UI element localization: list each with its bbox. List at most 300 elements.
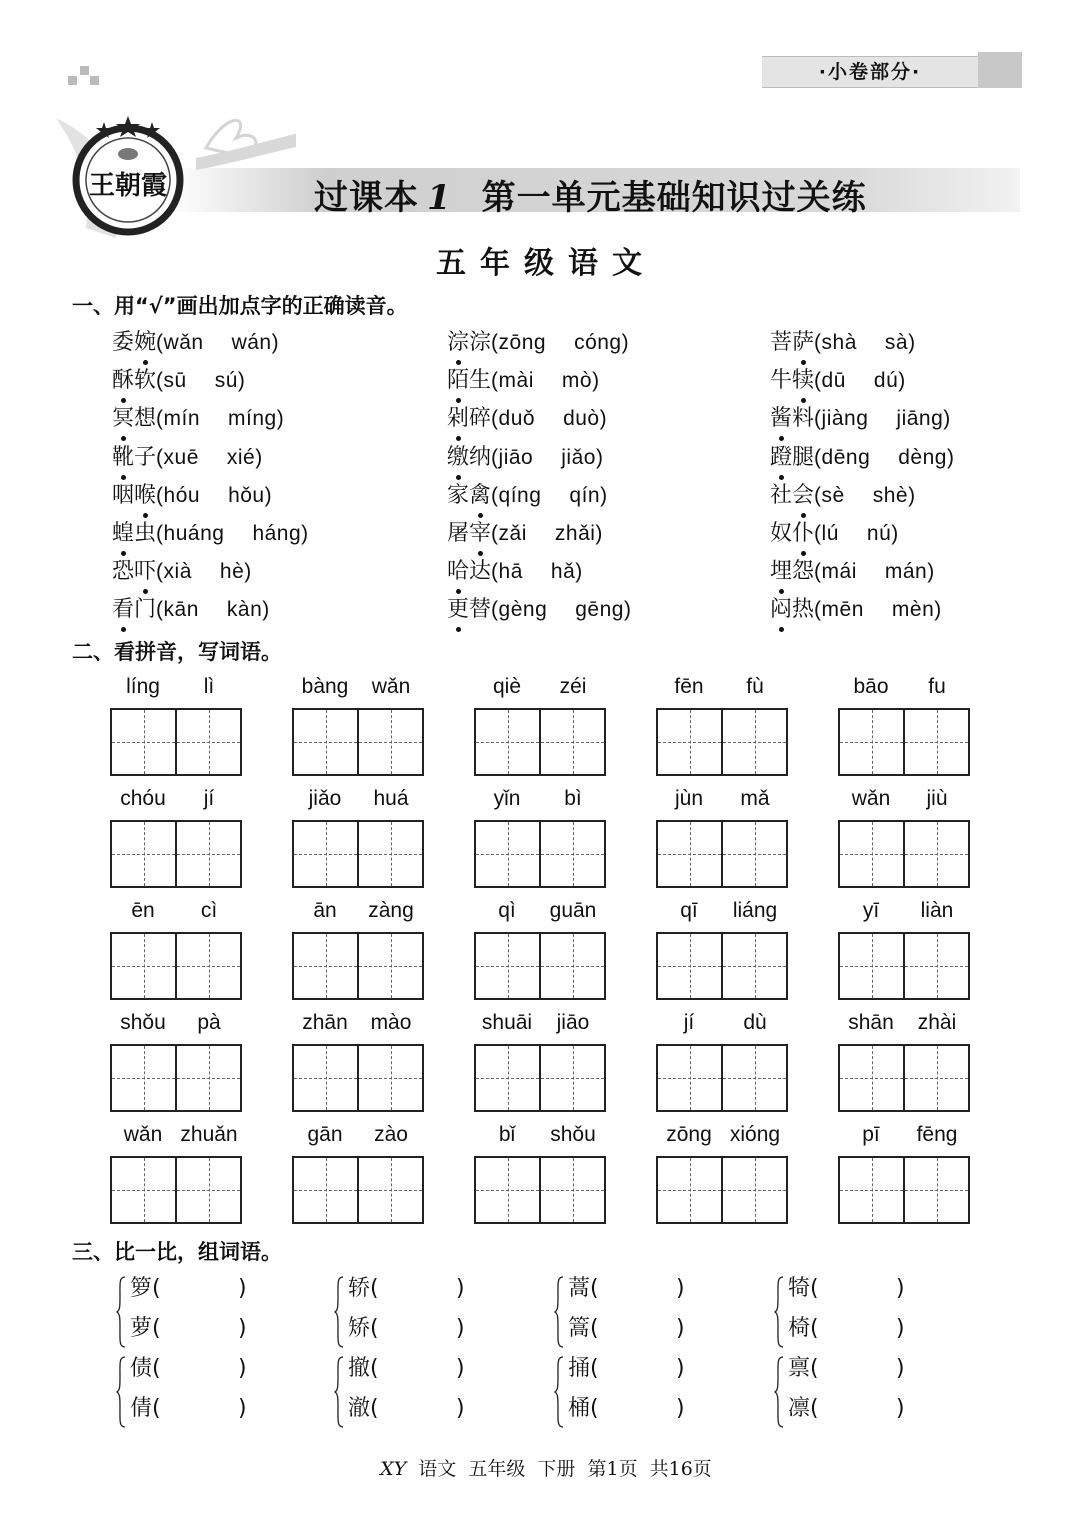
word-grid-item bbox=[110, 786, 242, 906]
pronunciation-item bbox=[112, 326, 279, 360]
paren-open: ( bbox=[814, 445, 822, 469]
paren-open: ( bbox=[491, 445, 499, 469]
pinyin-syllable: gān bbox=[307, 1123, 343, 1146]
pinyin-option[interactable]: jiàng bbox=[821, 407, 869, 431]
pronunciation-item bbox=[112, 555, 252, 589]
pinyin-label bbox=[838, 674, 970, 700]
writing-box[interactable] bbox=[110, 820, 242, 888]
writing-cell[interactable] bbox=[294, 822, 357, 886]
answer-blank[interactable]: ( bbox=[810, 1396, 819, 1421]
brace-icon bbox=[554, 1276, 564, 1348]
pinyin-syllable: wǎn bbox=[371, 675, 411, 698]
pinyin-syllable: dù bbox=[743, 1011, 767, 1034]
answer-blank[interactable]: ( bbox=[810, 1276, 819, 1301]
writing-cell[interactable] bbox=[112, 934, 175, 998]
writing-box[interactable] bbox=[110, 1044, 242, 1112]
word-char: 门 bbox=[134, 597, 157, 623]
brace-icon bbox=[334, 1356, 344, 1428]
pinyin-syllable: jiǎo bbox=[308, 787, 342, 810]
pronunciation-item bbox=[770, 593, 942, 627]
compare-char: 债 bbox=[130, 1356, 153, 1381]
word-grid-item bbox=[656, 1122, 788, 1242]
pinyin-label bbox=[110, 786, 242, 812]
word-grid-item bbox=[474, 786, 606, 906]
pinyin-label bbox=[474, 1122, 606, 1148]
compare-group bbox=[554, 1352, 764, 1436]
pinyin-option[interactable]: hóu bbox=[163, 483, 201, 507]
word-char: 替 bbox=[469, 597, 492, 623]
writing-cell[interactable] bbox=[294, 934, 357, 998]
writing-box[interactable] bbox=[838, 708, 970, 776]
writing-cell[interactable] bbox=[903, 1046, 968, 1110]
word-char: 喉 bbox=[134, 479, 156, 513]
pinyin-syllable: bì bbox=[564, 787, 582, 810]
writing-cell[interactable] bbox=[539, 1158, 604, 1222]
pinyin-label bbox=[474, 1010, 606, 1036]
writing-cell[interactable] bbox=[840, 934, 903, 998]
writing-cell[interactable] bbox=[357, 710, 422, 774]
pinyin-syllable: mǎ bbox=[740, 787, 770, 810]
word-char: 碎 bbox=[469, 406, 492, 432]
pinyin-syllable: shuāi bbox=[481, 1011, 533, 1034]
writing-cell[interactable] bbox=[658, 822, 721, 886]
paren-close: ) bbox=[896, 1396, 905, 1421]
pinyin-label bbox=[838, 1010, 970, 1036]
writing-cell[interactable] bbox=[903, 710, 968, 774]
pronunciation-item bbox=[112, 364, 245, 398]
writing-cell[interactable] bbox=[175, 1158, 240, 1222]
writing-box[interactable] bbox=[656, 1156, 788, 1224]
writing-box[interactable] bbox=[474, 1044, 606, 1112]
compare-char: 倩 bbox=[130, 1396, 153, 1421]
paren-close: ) bbox=[898, 369, 906, 393]
writing-cell[interactable] bbox=[294, 710, 357, 774]
page-footer bbox=[0, 1454, 1092, 1481]
word-char: 家 bbox=[447, 482, 470, 508]
paren-close: ) bbox=[262, 598, 270, 622]
word-grid-item bbox=[292, 674, 424, 794]
pinyin-label bbox=[292, 1010, 424, 1036]
paren-open: ( bbox=[156, 407, 164, 431]
paren-open: ( bbox=[156, 445, 164, 469]
answer-blank[interactable]: ( bbox=[810, 1316, 819, 1341]
writing-box[interactable] bbox=[838, 1156, 970, 1224]
word-char: 淙 bbox=[447, 326, 469, 360]
paren-open: ( bbox=[156, 331, 164, 354]
paren-close: ) bbox=[896, 1276, 905, 1301]
compare-char: 犄 bbox=[788, 1276, 811, 1301]
pinyin-syllable: pī bbox=[862, 1123, 880, 1146]
word-grid-item bbox=[838, 786, 970, 906]
paren-close: ) bbox=[592, 369, 600, 393]
word-grid-item bbox=[292, 786, 424, 906]
paren-close: ) bbox=[238, 1276, 247, 1301]
writing-box[interactable] bbox=[838, 932, 970, 1000]
writing-box[interactable] bbox=[656, 1044, 788, 1112]
answer-blank[interactable]: ( bbox=[590, 1276, 599, 1301]
paren-close: ) bbox=[237, 369, 246, 393]
writing-box[interactable] bbox=[110, 708, 242, 776]
writing-box[interactable] bbox=[474, 820, 606, 888]
pinyin-option[interactable]: jiǎo bbox=[561, 445, 596, 469]
pronunciation-item bbox=[112, 593, 270, 627]
writing-cell[interactable] bbox=[539, 934, 604, 998]
writing-cell[interactable] bbox=[721, 1158, 786, 1222]
pinyin-label bbox=[838, 786, 970, 812]
word-grid-item bbox=[656, 786, 788, 906]
word-char: 仆 bbox=[792, 517, 814, 551]
writing-cell[interactable] bbox=[840, 1046, 903, 1110]
pinyin-label bbox=[292, 786, 424, 812]
writing-cell[interactable] bbox=[175, 1046, 240, 1110]
writing-cell[interactable] bbox=[476, 934, 539, 998]
word-char: 靴 bbox=[112, 441, 134, 475]
writing-cell[interactable] bbox=[476, 822, 539, 886]
writing-box[interactable] bbox=[110, 932, 242, 1000]
paren-close: ) bbox=[934, 598, 942, 622]
pinyin-label bbox=[838, 898, 970, 924]
pinyin-option[interactable]: dú bbox=[873, 369, 899, 393]
writing-box[interactable] bbox=[656, 708, 788, 776]
word-char: 牛 bbox=[770, 368, 793, 394]
writing-cell[interactable] bbox=[476, 1046, 539, 1110]
writing-cell[interactable] bbox=[539, 710, 604, 774]
pinyin-option[interactable]: qíng bbox=[498, 483, 542, 507]
writing-box[interactable] bbox=[656, 932, 788, 1000]
writing-cell[interactable] bbox=[539, 1046, 604, 1110]
paren-close: ) bbox=[238, 1396, 247, 1421]
paren-close: ) bbox=[238, 1356, 247, 1381]
pinyin-syllable: jí bbox=[683, 1011, 695, 1034]
writing-cell[interactable] bbox=[357, 822, 422, 886]
paren-close: ) bbox=[896, 1356, 905, 1381]
paren-open: ( bbox=[814, 483, 822, 507]
paren-close: ) bbox=[676, 1316, 685, 1341]
writing-cell[interactable] bbox=[294, 1158, 357, 1222]
pronunciation-item bbox=[770, 517, 899, 551]
pinyin-syllable: fù bbox=[746, 675, 764, 698]
word-char: 蹬 bbox=[770, 441, 792, 475]
pinyin-option[interactable]: mài bbox=[498, 369, 534, 393]
pinyin-option[interactable]: zhǎi bbox=[554, 522, 596, 545]
word-grid-item bbox=[656, 674, 788, 794]
writing-box[interactable] bbox=[292, 708, 424, 776]
writing-cell[interactable] bbox=[658, 934, 721, 998]
compare-char: 篙 bbox=[568, 1316, 591, 1341]
writing-box[interactable] bbox=[838, 820, 970, 888]
writing-cell[interactable] bbox=[175, 822, 240, 886]
word-char: 酱 bbox=[770, 402, 792, 436]
pinyin-syllable: zhuǎn bbox=[180, 1123, 238, 1146]
pronunciation-item bbox=[112, 402, 284, 436]
writing-cell[interactable] bbox=[476, 710, 539, 774]
answer-blank[interactable]: ( bbox=[152, 1316, 161, 1341]
writing-box[interactable] bbox=[474, 1156, 606, 1224]
pinyin-option[interactable]: hā bbox=[498, 560, 523, 584]
answer-blank[interactable]: ( bbox=[370, 1276, 379, 1301]
writing-cell[interactable] bbox=[357, 1158, 422, 1222]
writing-cell[interactable] bbox=[294, 1046, 357, 1110]
paren-close: ) bbox=[621, 331, 630, 354]
writing-cell[interactable] bbox=[539, 822, 604, 886]
paren-open: ( bbox=[491, 483, 499, 507]
pronunciation-item bbox=[770, 479, 916, 513]
answer-blank[interactable]: ( bbox=[590, 1356, 599, 1381]
paren-open: ( bbox=[814, 598, 822, 622]
pinyin-syllable: fu bbox=[928, 675, 946, 698]
pinyin-option[interactable]: dèng bbox=[898, 445, 947, 469]
pinyin-option[interactable]: dēng bbox=[821, 445, 871, 469]
paren-close: ) bbox=[456, 1316, 465, 1341]
writing-cell[interactable] bbox=[903, 1158, 968, 1222]
writing-cell[interactable] bbox=[903, 822, 968, 886]
pinyin-label bbox=[656, 898, 788, 924]
pinyin-option[interactable]: sà bbox=[884, 331, 909, 354]
writing-cell[interactable] bbox=[840, 710, 903, 774]
word-grid-item bbox=[474, 1010, 606, 1130]
pinyin-option[interactable]: míng bbox=[228, 407, 277, 431]
pinyin-syllable: líng bbox=[126, 675, 160, 698]
pinyin-option[interactable]: nú bbox=[866, 522, 892, 545]
paren-close: ) bbox=[238, 1316, 247, 1341]
footer-total: 共16页 bbox=[649, 1458, 712, 1480]
compare-row bbox=[788, 1392, 905, 1426]
pinyin-option[interactable]: gēng bbox=[575, 598, 624, 622]
word-char: 禽 bbox=[469, 479, 491, 513]
pinyin-label bbox=[110, 1122, 242, 1148]
pinyin-option[interactable]: dū bbox=[821, 369, 846, 393]
answer-blank[interactable]: ( bbox=[590, 1396, 599, 1421]
brace-icon bbox=[774, 1356, 784, 1428]
answer-blank[interactable]: ( bbox=[152, 1396, 161, 1421]
writing-cell[interactable] bbox=[840, 1158, 903, 1222]
logo-text: 王朝霞 bbox=[88, 171, 168, 201]
pinyin-label bbox=[474, 674, 606, 700]
compare-char: 轿 bbox=[348, 1276, 371, 1301]
writing-cell[interactable] bbox=[721, 934, 786, 998]
pinyin-option[interactable]: shè bbox=[872, 483, 909, 507]
writing-box[interactable] bbox=[474, 932, 606, 1000]
compare-row bbox=[568, 1312, 685, 1346]
pronunciation-item bbox=[770, 402, 951, 436]
pinyin-syllable: qì bbox=[498, 899, 516, 922]
pinyin-syllable: jiāo bbox=[556, 1011, 590, 1034]
paren-close: ) bbox=[908, 331, 916, 354]
pinyin-option[interactable]: lú bbox=[821, 522, 839, 545]
pinyin-option[interactable]: xià bbox=[163, 560, 192, 584]
pinyin-option[interactable]: hǒu bbox=[228, 483, 265, 507]
writing-cell[interactable] bbox=[658, 1046, 721, 1110]
pinyin-syllable: huá bbox=[373, 787, 409, 810]
pinyin-label bbox=[110, 674, 242, 700]
writing-box[interactable] bbox=[110, 1156, 242, 1224]
answer-blank[interactable]: ( bbox=[590, 1316, 599, 1341]
pinyin-label bbox=[110, 1010, 242, 1036]
pinyin-option[interactable]: jiāng bbox=[896, 407, 944, 431]
compare-row bbox=[130, 1392, 247, 1426]
pinyin-label bbox=[474, 786, 606, 812]
pronunciation-item bbox=[447, 593, 631, 627]
writing-cell[interactable] bbox=[658, 710, 721, 774]
writing-cell[interactable] bbox=[175, 710, 240, 774]
word-grid-item bbox=[292, 1010, 424, 1130]
answer-blank[interactable]: ( bbox=[152, 1276, 161, 1301]
footer-page: 第1页 bbox=[587, 1458, 638, 1480]
pinyin-syllable: mào bbox=[370, 1011, 412, 1034]
writing-cell[interactable] bbox=[357, 934, 422, 998]
pinyin-option[interactable]: mèn bbox=[891, 598, 935, 622]
pinyin-label bbox=[292, 898, 424, 924]
pinyin-option[interactable]: sè bbox=[821, 483, 845, 507]
pronunciation-item bbox=[112, 517, 309, 551]
word-grid-item bbox=[656, 898, 788, 1018]
compare-row bbox=[348, 1312, 465, 1346]
pinyin-syllable: jí bbox=[203, 787, 215, 810]
pinyin-option[interactable]: zōng bbox=[498, 331, 547, 354]
paren-open: ( bbox=[814, 369, 822, 393]
pinyin-option[interactable]: kān bbox=[163, 598, 199, 622]
answer-blank[interactable]: ( bbox=[810, 1356, 819, 1381]
writing-cell[interactable] bbox=[721, 822, 786, 886]
compare-char: 凛 bbox=[788, 1396, 811, 1421]
pinyin-label bbox=[656, 674, 788, 700]
compare-section bbox=[0, 0, 1092, 1]
paren-open: ( bbox=[814, 522, 822, 545]
paren-close: ) bbox=[623, 598, 632, 622]
pinyin-syllable: lì bbox=[203, 675, 215, 698]
pinyin-option[interactable]: xié bbox=[226, 445, 256, 469]
paren-open: ( bbox=[491, 598, 499, 622]
answer-blank[interactable]: ( bbox=[370, 1396, 379, 1421]
title-text: 第一单元基础知识过关练 bbox=[481, 178, 867, 218]
pinyin-label bbox=[656, 786, 788, 812]
pinyin-option[interactable]: háng bbox=[252, 522, 302, 545]
writing-cell[interactable] bbox=[175, 934, 240, 998]
pinyin-syllable: bǐ bbox=[498, 1123, 516, 1146]
answer-blank[interactable]: ( bbox=[370, 1356, 379, 1381]
writing-cell[interactable] bbox=[840, 822, 903, 886]
compare-row bbox=[130, 1272, 247, 1306]
pinyin-label bbox=[474, 898, 606, 924]
writing-cell[interactable] bbox=[112, 822, 175, 886]
pinyin-option[interactable]: jiāo bbox=[498, 445, 534, 469]
pinyin-option[interactable]: cóng bbox=[574, 331, 622, 354]
writing-box[interactable] bbox=[838, 1044, 970, 1112]
writing-cell[interactable] bbox=[721, 710, 786, 774]
title-number: 1 bbox=[427, 178, 452, 218]
pinyin-syllable: wǎn bbox=[123, 1123, 163, 1146]
paren-close: ) bbox=[896, 1316, 905, 1341]
writing-box[interactable] bbox=[292, 1044, 424, 1112]
paren-close: ) bbox=[676, 1276, 685, 1301]
word-grid-item bbox=[838, 1010, 970, 1130]
pronunciation-item bbox=[447, 517, 603, 551]
word-char: 热 bbox=[792, 597, 815, 623]
word-char: 虫 bbox=[134, 521, 157, 546]
paren-open: ( bbox=[156, 560, 164, 584]
writing-cell[interactable] bbox=[476, 1158, 539, 1222]
pinyin-label bbox=[656, 1122, 788, 1148]
word-char: 子 bbox=[134, 444, 157, 470]
writing-cell[interactable] bbox=[903, 934, 968, 998]
paren-close: ) bbox=[943, 407, 951, 431]
pinyin-label bbox=[292, 1122, 424, 1148]
compare-char: 矫 bbox=[348, 1316, 371, 1341]
word-char: 屠 bbox=[447, 521, 470, 546]
pinyin-syllable: shǒu bbox=[120, 1011, 166, 1034]
compare-row bbox=[568, 1272, 685, 1306]
paren-open: ( bbox=[491, 369, 499, 393]
compare-row bbox=[130, 1352, 247, 1386]
pinyin-option[interactable]: zǎi bbox=[498, 522, 527, 545]
pinyin-option[interactable]: duǒ bbox=[498, 407, 536, 431]
word-grid-item bbox=[292, 1122, 424, 1242]
writing-cell[interactable] bbox=[112, 710, 175, 774]
pinyin-option[interactable]: mín bbox=[163, 407, 201, 431]
writing-cell[interactable] bbox=[658, 1158, 721, 1222]
word-char: 委 bbox=[112, 330, 135, 355]
pinyin-option[interactable]: huáng bbox=[163, 522, 225, 545]
compare-group bbox=[774, 1272, 984, 1356]
word-char: 宰 bbox=[469, 517, 491, 551]
word-grid-item bbox=[110, 1122, 242, 1242]
pinyin-option[interactable]: xuē bbox=[163, 445, 199, 469]
word-char: 菩 bbox=[770, 330, 793, 355]
pinyin-option[interactable]: mò bbox=[561, 369, 593, 393]
writing-cell[interactable] bbox=[112, 1046, 175, 1110]
compare-group bbox=[774, 1352, 984, 1436]
subject-title: 五年级语文 bbox=[436, 246, 656, 281]
compare-char: 撤 bbox=[348, 1356, 371, 1381]
pinyin-option[interactable]: wán bbox=[231, 331, 272, 354]
pinyin-option[interactable]: mái bbox=[821, 560, 857, 584]
writing-box[interactable] bbox=[656, 820, 788, 888]
pinyin-syllable: liàn bbox=[920, 899, 954, 922]
paren-open: ( bbox=[156, 483, 164, 507]
pinyin-option[interactable]: sū bbox=[163, 369, 187, 393]
writing-cell[interactable] bbox=[721, 1046, 786, 1110]
pinyin-option[interactable]: mēn bbox=[821, 598, 864, 622]
pinyin-syllable: zōng bbox=[666, 1123, 712, 1146]
writing-box[interactable] bbox=[292, 1156, 424, 1224]
pinyin-option[interactable]: sú bbox=[214, 369, 238, 393]
pinyin-option[interactable]: kàn bbox=[226, 598, 263, 622]
pinyin-option[interactable]: gèng bbox=[498, 598, 548, 622]
writing-box[interactable] bbox=[292, 932, 424, 1000]
writing-box[interactable] bbox=[292, 820, 424, 888]
writing-cell[interactable] bbox=[112, 1158, 175, 1222]
compare-row bbox=[568, 1392, 685, 1426]
word-grid-item bbox=[474, 1122, 606, 1242]
writing-box[interactable] bbox=[474, 708, 606, 776]
pinyin-option[interactable]: wǎn bbox=[163, 331, 204, 354]
brace-icon bbox=[116, 1356, 126, 1428]
pinyin-option[interactable]: shà bbox=[821, 331, 857, 354]
section2-heading: 二、看拼音，写词语。 bbox=[72, 640, 282, 664]
word-grid-item bbox=[110, 1010, 242, 1130]
compare-char: 椅 bbox=[788, 1316, 811, 1341]
writing-cell[interactable] bbox=[357, 1046, 422, 1110]
word-char: 纳 bbox=[469, 444, 492, 470]
answer-blank[interactable]: ( bbox=[370, 1316, 379, 1341]
pinyin-option[interactable]: duò bbox=[563, 407, 600, 431]
word-char: 恐 bbox=[112, 559, 135, 585]
answer-blank[interactable]: ( bbox=[152, 1356, 161, 1381]
pinyin-option[interactable]: hè bbox=[219, 560, 245, 584]
pinyin-option[interactable]: qín bbox=[569, 483, 601, 507]
pinyin-option[interactable]: mán bbox=[884, 560, 928, 584]
pinyin-option[interactable]: hǎ bbox=[550, 560, 576, 584]
